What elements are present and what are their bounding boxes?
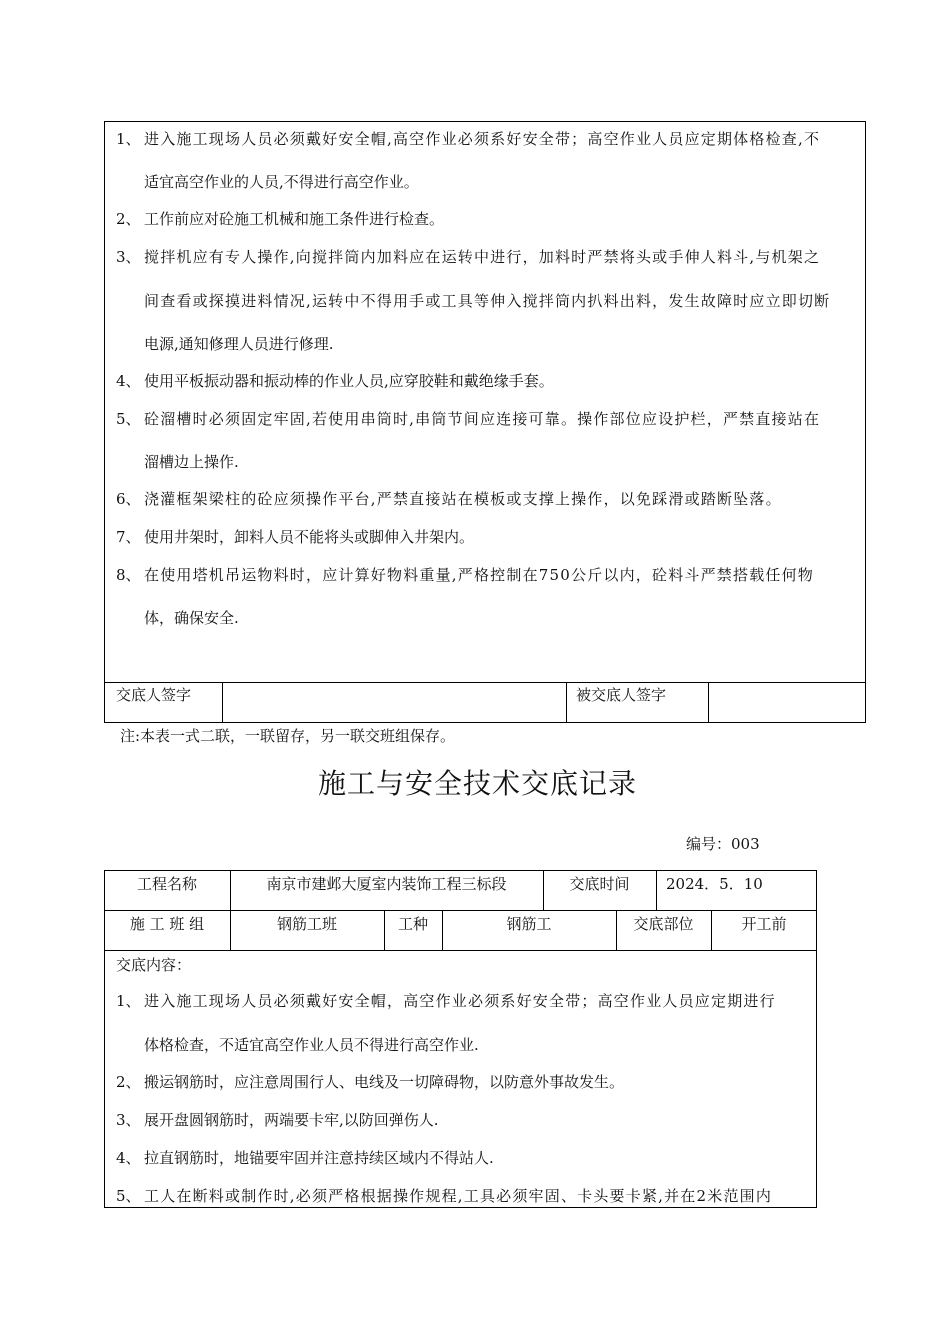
item-number: 1、 [116, 992, 141, 1010]
handover-time-value: 2024．5．10 [666, 875, 763, 893]
item-number: 7、 [116, 528, 141, 546]
item-number: 4、 [116, 1149, 141, 1167]
item-text: 电源,通知修理人员进行修理. [144, 335, 334, 353]
trade-value: 钢筋工 [506, 915, 552, 933]
lower-row-divider-2 [104, 950, 817, 951]
item-number: 5、 [116, 1187, 141, 1205]
serial-number: 编号：003 [686, 835, 760, 853]
footnote: 注:本表一式二联，一联留存，另一联交班组保存。 [120, 727, 456, 745]
project-name-label: 工程名称 [136, 875, 197, 893]
item-number: 2、 [116, 210, 141, 228]
handover-time-label: 交底时间 [569, 875, 630, 893]
sign-receiver-label: 被交底人签字 [576, 686, 667, 704]
item-number: 2、 [116, 1073, 141, 1091]
item-number: 4、 [116, 372, 141, 390]
item-text: 搅拌机应有专人操作,向搅拌筒内加料应在运转中进行，加料时严禁将头或手伸人料斗,与机架之 [144, 248, 821, 266]
project-name-value: 南京市建邺大厦室内装饰工程三标段 [266, 875, 507, 893]
item-number: 5、 [116, 410, 141, 428]
content-label: 交底内容： [116, 956, 192, 974]
item-text: 进入施工现场人员必须戴好安全帽,高空作业必须系好安全带；高空作业人员应定期体格检查,不 [144, 130, 821, 148]
item-text: 砼溜槽时必须固定牢固,若使用串筒时,串筒节间应连接可靠。操作部位应设护栏，严禁直接站在 [144, 410, 821, 428]
team-value: 钢筋工班 [276, 915, 337, 933]
item-number: 6、 [116, 490, 141, 508]
page-title: 施工与安全技术交底记录 [318, 767, 638, 800]
item-text: 工人在断料或制作时,必须严格根据操作规程,工具必须牢固、卡头要卡紧,并在2米范围内 [144, 1187, 773, 1205]
item-text: 使用井架时，卸料人员不能将头或脚伸入井架内。 [144, 528, 475, 546]
upper-sign-divider [104, 682, 866, 683]
item-number: 1、 [116, 130, 141, 148]
item-text: 浇灌框架梁柱的砼应须操作平台,严禁直接站在模板或支撑上操作，以免踩滑或踏断坠落。 [144, 490, 782, 508]
upper-sign-col-1 [222, 682, 223, 722]
item-text: 在使用塔机吊运物料时，应计算好物料重量,严格控制在750公斤以内，砼料斗严禁搭载任何物 [144, 566, 815, 584]
item-text: 工作前应对砼施工机械和施工条件进行检查。 [144, 210, 445, 228]
item-text: 溜槽边上操作. [144, 453, 239, 471]
upper-sign-col-3 [708, 682, 709, 722]
row1-col-3 [656, 870, 657, 910]
item-text: 适宜高空作业的人员,不得进行高空作业。 [144, 173, 419, 191]
upper-sign-col-2 [566, 682, 567, 722]
item-text: 使用平板振动器和振动棒的作业人员,应穿胶鞋和戴绝缘手套。 [144, 372, 554, 390]
trade-label: 工种 [397, 915, 428, 933]
item-number: 3、 [116, 248, 141, 266]
item-text: 体格检查，不适宜高空作业人员不得进行高空作业. [144, 1036, 479, 1054]
item-text: 拉直钢筋时，地锚要牢固并注意持续区域内不得站人. [144, 1149, 494, 1167]
item-text: 间查看或探摸进料情况,运转中不得用手或工具等伸入搅拌筒内扒料出料，发生故障时应立即切断 [144, 292, 831, 310]
part-label: 交底部位 [633, 915, 694, 933]
item-text: 搬运钢筋时，应注意周围行人、电线及一切障碍物，以防意外事故发生。 [144, 1073, 625, 1091]
part-value: 开工前 [741, 915, 787, 933]
sign-giver-label: 交底人签字 [116, 686, 192, 704]
item-text: 展开盘圆钢筋时，两端要卡牢,以防回弹伤人. [144, 1111, 439, 1129]
item-text: 体，确保安全. [144, 609, 239, 627]
item-number: 8、 [116, 566, 141, 584]
item-text: 进入施工现场人员必须戴好安全帽，高空作业必须系好安全带；高空作业人员应定期进行 [144, 992, 776, 1010]
item-number: 3、 [116, 1111, 141, 1129]
team-label: 施 工 班 组 [129, 915, 205, 933]
